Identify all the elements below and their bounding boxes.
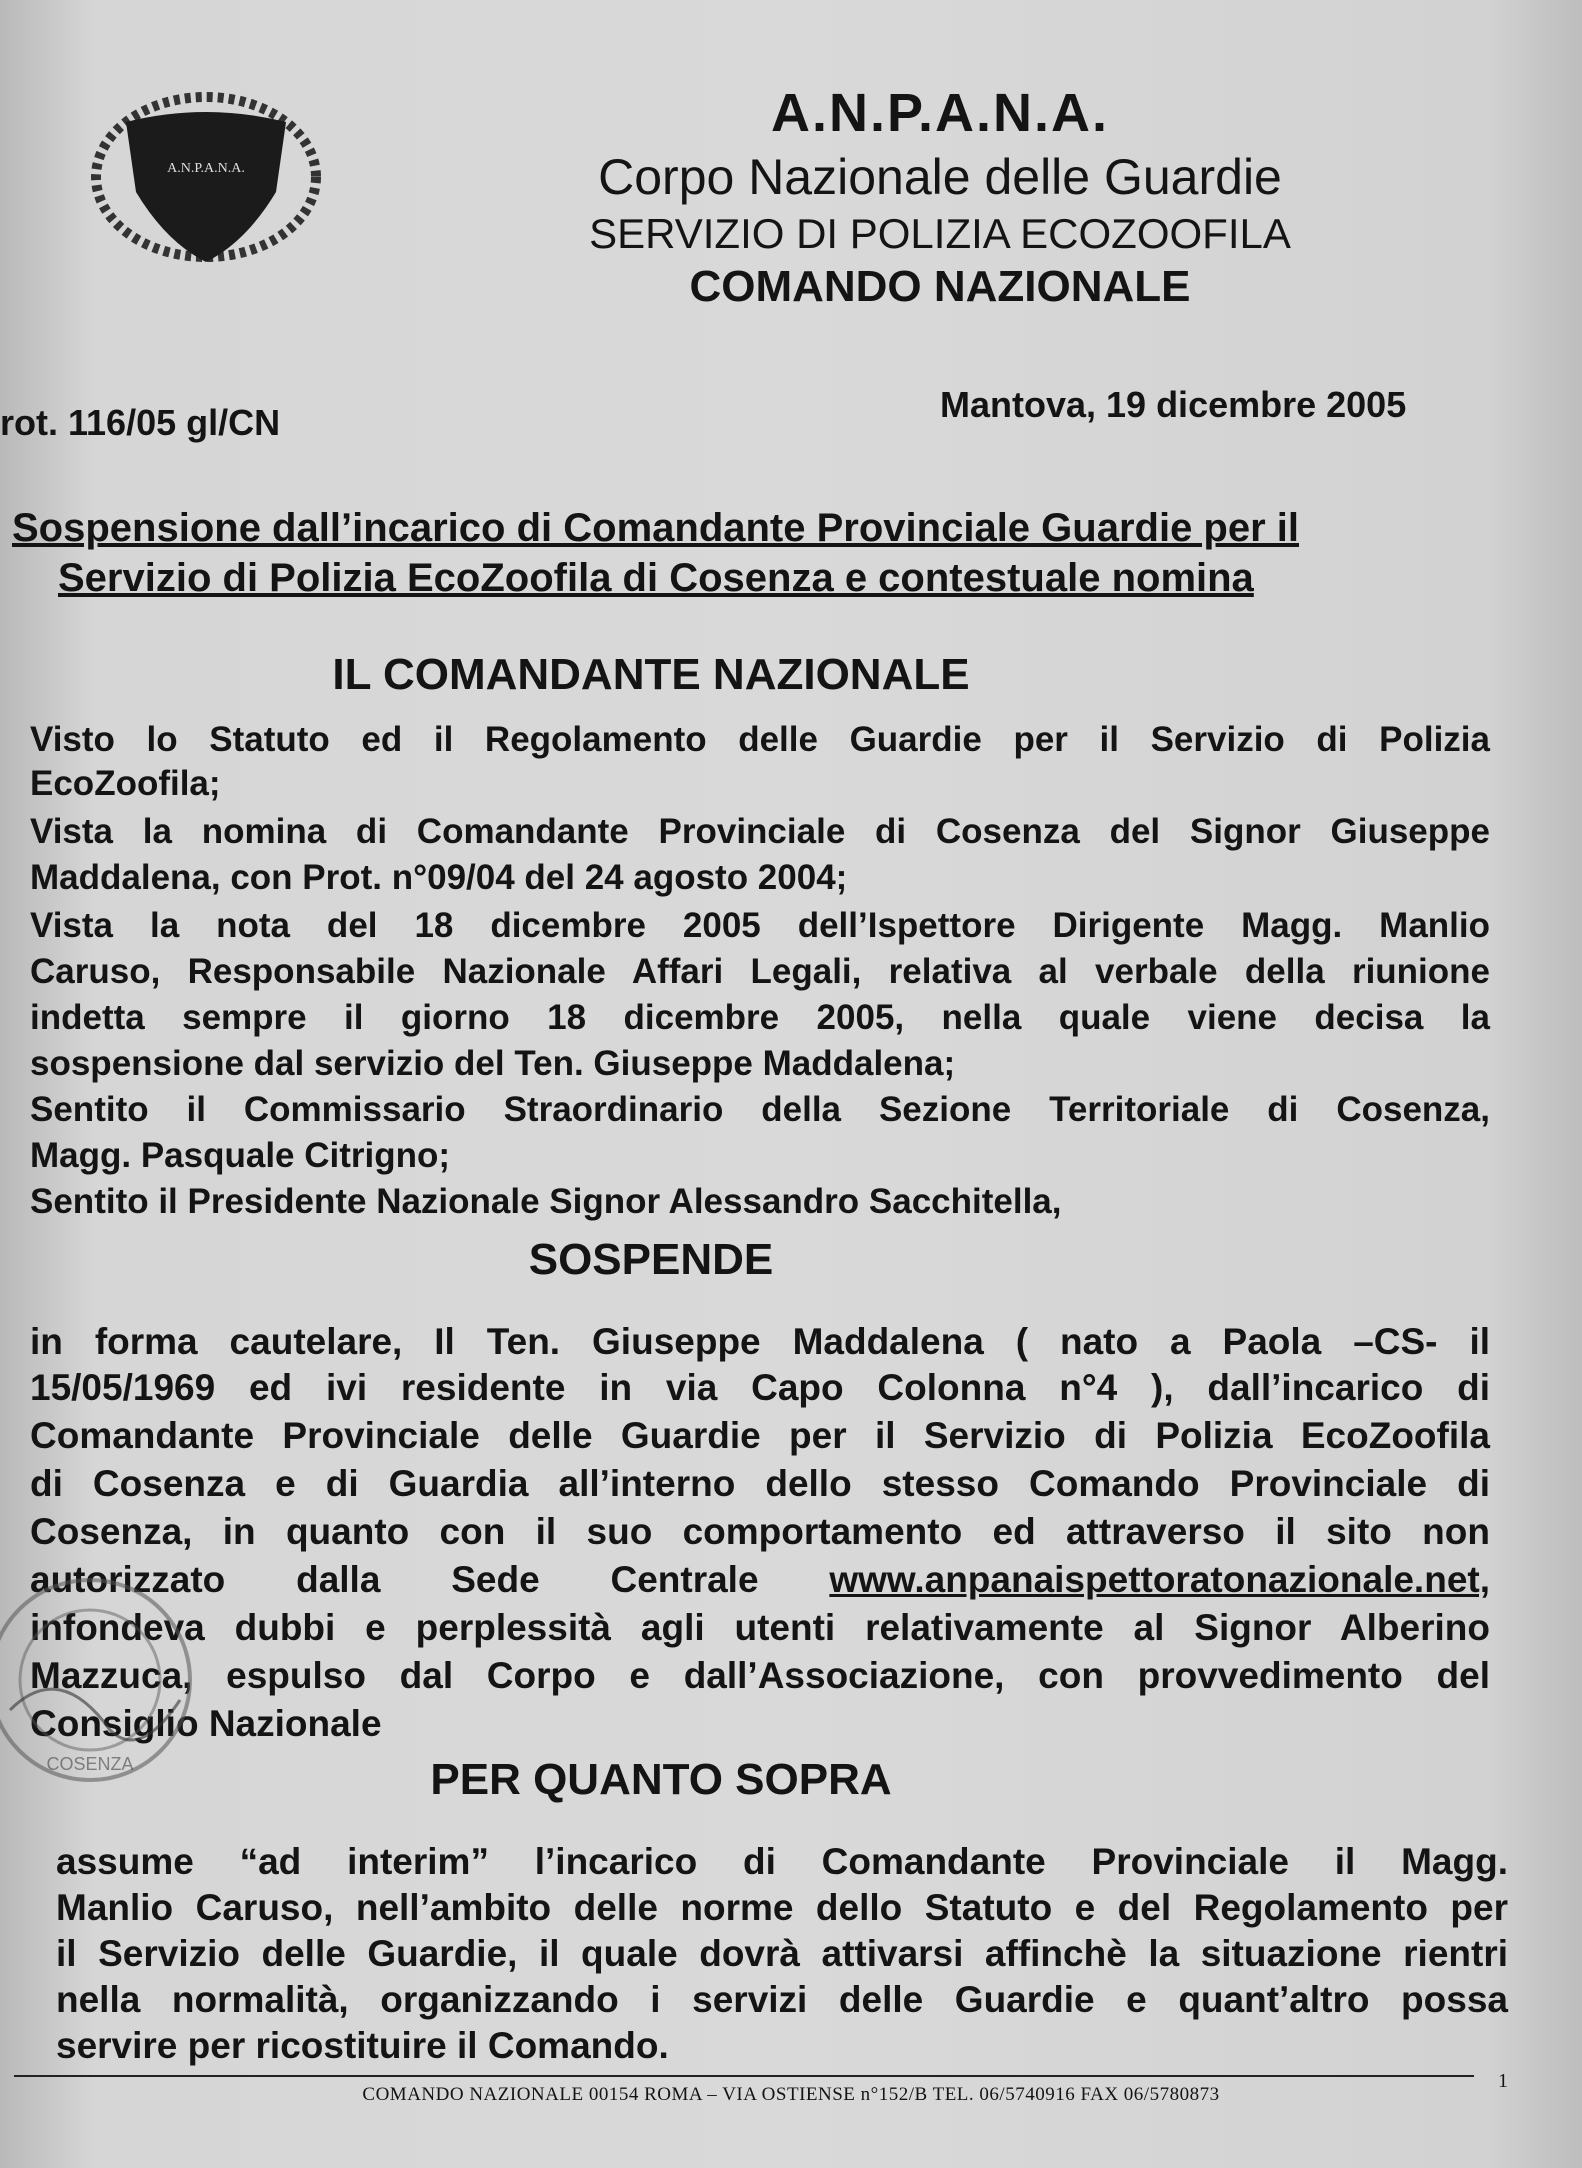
body-line: indetta sempre il giorno 18 dicembre 2005, nella quale viene decisa la [30,998,1490,1037]
body-line: Cosenza, in quanto con il suo comportamento ed attraverso il sito non [30,1511,1490,1552]
body-line: in forma cautelare, Il Ten. Giuseppe Maddalena ( nato a Paola –CS- il [30,1321,1490,1362]
footer-divider [14,2075,1474,2077]
body-line: assume “ad interim” l’incarico di Comandante Provinciale il Magg. [56,1841,1508,1882]
body-line: Vista la nomina di Comandante Provinciale di Cosenza del Signor Giuseppe [30,812,1490,851]
body-line: Magg. Pasquale Citrigno; [30,1136,451,1175]
section-title-per-quanto-sopra: PER QUANTO SOPRA [430,1755,892,1804]
svg-text:COSENZA: COSENZA [46,1754,134,1774]
body-line: Sentito il Commissario Straordinario della Sezione Territoriale di Cosenza, [30,1090,1490,1129]
body-line: Vista la nota del 18 dicembre 2005 dell’Ispettore Dirigente Magg. Manlio [30,906,1490,945]
subject-line-1: Sospensione dall’incarico di Comandante Provinciale Guardie per il [12,506,1300,550]
corps-name: Corpo Nazionale delle Guardie [598,149,1282,205]
body-line: Caruso, Responsabile Nazionale Affari Legali, relativa al verbale della riunione [30,952,1490,991]
body-line: nella normalità, organizzando i servizi delle Guardie e quant’altro possa [56,1979,1508,2020]
service-name: SERVIZIO DI POLIZIA ECOZOOFILA [589,210,1291,257]
website-link[interactable]: www.anpanaispettoratonazionale.net, [829,1559,1490,1600]
body-line: Manlio Caruso, nell’ambito delle norme dello Statuto e del Regolamento per [56,1887,1508,1928]
section-title-comandante: IL COMANDANTE NAZIONALE [332,650,970,699]
body-line: Maddalena, con Prot. n°09/04 del 24 agosto 2004; [30,858,848,897]
body-line: EcoZoofila; [30,764,221,803]
body-line: di Cosenza e di Guardia all’interno dello stesso Comando Provinciale di [30,1463,1490,1504]
body-line: Consiglio Nazionale [30,1703,382,1744]
body-text: autorizzato dalla Sede Centrale [30,1559,759,1600]
body-line: il Servizio delle Guardie, il quale dovrà attivarsi affinchè la situazione rientri [56,1933,1508,1974]
body-line: Sentito il Presidente Nazionale Signor Alessandro Sacchitella, [30,1182,1062,1221]
body-line-with-link [30,1558,1490,1602]
body-line: servire per ricostituire il Comando. [56,2025,669,2066]
anpana-logo [86,82,326,282]
svg-text:A.N.P.A.N.A.: A.N.P.A.N.A. [167,161,245,176]
document-date: Mantova, 19 dicembre 2005 [940,384,1407,425]
body-line: Visto lo Statuto ed il Regolamento delle Guardie per il Servizio di Polizia [30,720,1490,759]
body-line: infondeva dubbi e perplessità agli utenti relativamente al Signor Alberino [30,1607,1490,1648]
official-stamp [0,1560,210,1800]
protocol-number: rot. 116/05 gl/CN [0,402,281,443]
body-line: 15/05/1969 ed ivi residente in via Capo Colonna n°4 ), dall’incarico di [30,1367,1490,1408]
body-line: Comandante Provinciale delle Guardie per il Servizio di Polizia EcoZoofila [30,1415,1490,1456]
footer-address: COMANDO NAZIONALE 00154 ROMA – VIA OSTIENSE n°152/B TEL. 06/5740916 FAX 06/5780873 [362,2084,1220,2105]
org-name: A.N.P.A.N.A. [770,83,1110,143]
command-name: COMANDO NAZIONALE [689,262,1191,311]
body-line: sospensione dal servizio del Ten. Giuseppe Maddalena; [30,1044,956,1083]
body-line: Mazzuca, espulso dal Corpo e dall’Associazione, con provvedimento del [30,1655,1490,1696]
page-number: 1 [1498,2070,1508,2092]
subject-line-2: Servizio di Polizia EcoZoofila di Cosenza e contestuale nomina [58,556,1254,600]
section-title-sospende: SOSPENDE [528,1235,774,1284]
